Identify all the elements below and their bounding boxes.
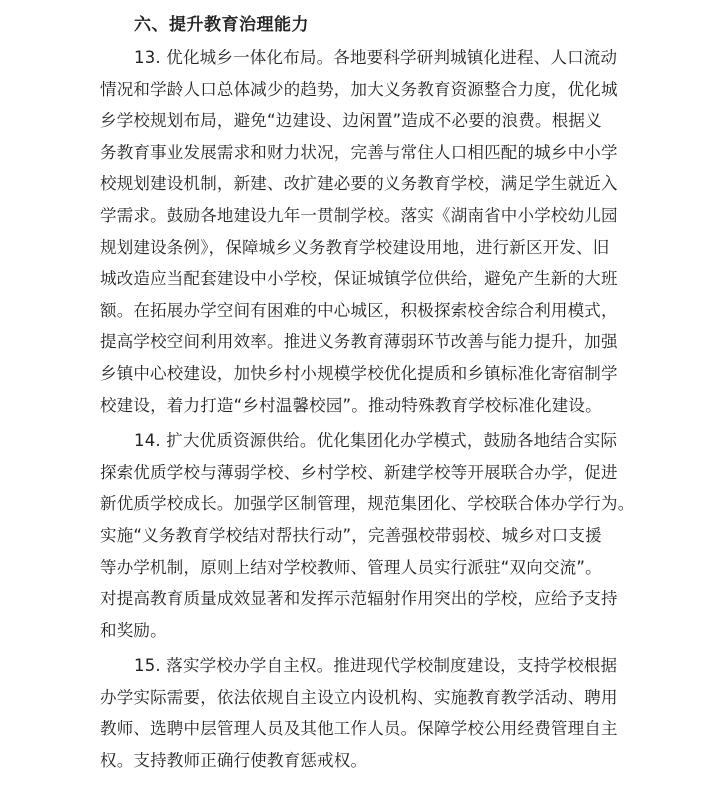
text-line: 校规划建设机制，新建、改扩建必要的义务教育学校，满足学生就近入 [100, 174, 618, 194]
paragraph-15 [100, 650, 620, 776]
text-line: 教师、选聘中层管理人员及其他工作人员。保障学校公用经费管理自主 [100, 719, 618, 739]
text-line: 新优质学校成长。加强学区制管理，规范集团化、学校联合体办学行为。 [100, 494, 635, 514]
paragraph-14 [100, 425, 635, 646]
text-line: 学需求。鼓励各地建设九年一贯制学校。落实《湖南省中小学校幼儿园 [100, 205, 618, 225]
text-line: 城改造应当配套建设中小学校，保证城镇学位供给，避免产生新的大班 [100, 269, 618, 289]
text-line: 探索优质学校与薄弱学校、乡村学校、新建学校等开展联合办学，促进 [100, 462, 618, 482]
text-line: 校建设，着力打造“乡村温馨校园”。推动特殊教育学校标准化建设。 [100, 395, 602, 415]
text-line: 权。支持教师正确行使教育惩戒权。 [100, 751, 368, 771]
section-heading: 六、提升教育治理能力 [134, 15, 309, 35]
text-line: 乡镇中心校建设，加快乡村小规模学校优化提质和乡镇标准化寄宿制学 [100, 363, 618, 383]
text-line: 务教育事业发展需求和财力状况，完善与常住人口相匹配的城乡中小学 [100, 142, 618, 162]
text-line: 情况和学龄人口总体减少的趋势，加大义务教育资源整合力度，优化城 [100, 79, 618, 99]
text-line: 15. 落实学校办学自主权。推进现代学校制度建设，支持学校根据 [134, 656, 618, 676]
document-body [100, 10, 635, 777]
text-line: 实施“义务教育学校结对帮扶行动”，完善强校带弱校、城乡对口支援 [100, 525, 602, 545]
text-line: 14. 扩大优质资源供给。优化集团化办学模式，鼓励各地结合实际 [134, 431, 618, 451]
paragraph-13 [100, 42, 620, 421]
text-line: 对提高教育质量成效显著和发挥示范辐射作用突出的学校，应给予支持 [100, 589, 618, 609]
text-line: 乡学校规划布局，避免“边建设、边闲置”造成不必要的浪费。根据义 [100, 111, 602, 131]
text-line: 13. 优化城乡一体化布局。各地要科学研判城镇化进程、人口流动 [134, 48, 618, 67]
text-line: 规划建设条例》，保障城乡义务教育学校建设用地，进行新区开发、旧 [100, 237, 610, 257]
text-line: 办学实际需要，依法依规自主设立内设机构、实施教育教学活动、聘用 [100, 687, 618, 707]
text-line: 等办学机制，原则上结对学校教师、管理人员实行派驻“双向交流”。 [100, 557, 602, 577]
text-line: 额。在拓展办学空间有困难的中心城区，积极探索校舍综合利用模式， [100, 300, 618, 320]
text-line: 提高学校空间利用效率。推进义务教育薄弱环节改善与能力提升，加强 [100, 332, 618, 352]
text-line: 和奖励。 [100, 620, 167, 640]
